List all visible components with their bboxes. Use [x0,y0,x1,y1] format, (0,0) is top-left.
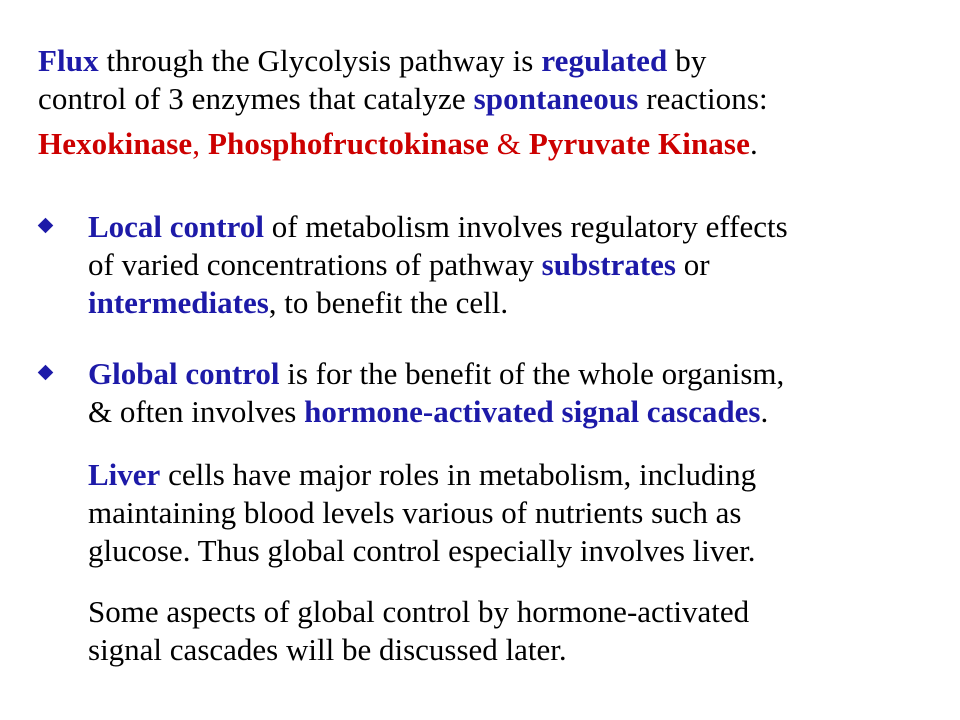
paragraph-discussed-later [88,593,938,669]
intro-line-1 [38,42,918,80]
bullet-local-line-2-text: of varied concentrations of pathway [88,247,542,282]
paragraph-liver-line-1 [88,456,938,494]
paragraph-later-line-2: signal cascades will be discussed later. [88,632,567,667]
bullet-local-control [38,208,938,322]
enzyme-list [38,125,918,163]
term-regulated: regulated [541,43,668,78]
diamond-bullet-icon [38,218,54,234]
intro-line-2-text: control of 3 enzymes that catalyze [38,81,474,116]
term-liver: Liver [88,457,161,492]
bullet-local-line-3 [88,284,938,322]
enzyme-pyruvate-kinase: Pyruvate Kinase [528,126,750,161]
intro-line-1-end: by [667,43,707,78]
paragraph-liver-line-3: glucose. Thus global control especially involves liver. [88,533,756,568]
term-hormone-activated-signal-cascades: hormone-activated signal cascades [304,394,761,429]
intro-line-2-end: reactions: [638,81,768,116]
term-local-control: Local control [88,209,264,244]
paragraph-liver [88,456,938,570]
diamond-bullet-icon [38,365,54,381]
term-spontaneous: spontaneous [473,81,639,116]
bullet-global-line-2 [88,393,938,431]
bullet-local-control-text [88,208,938,322]
term-substrates: substrates [541,247,676,282]
bullet-global-line-1 [88,355,938,393]
intro-line-2 [38,80,918,118]
paragraph-later-line-1: Some aspects of global control by hormone-activated [88,594,750,629]
bullet-local-line-1-text: of metabolism involves regulatory effects [263,209,788,244]
term-intermediates: intermediates [88,285,269,320]
bullet-local-line-2-end: or [675,247,710,282]
intro-line-1-text: through the Glycolysis pathway is [98,43,542,78]
enzyme-phosphofructokinase: Phosphofructokinase [208,126,489,161]
bullet-global-control-text [88,355,938,431]
term-flux: Flux [38,43,99,78]
enzyme-separator-2: & [488,126,529,161]
enzyme-separator-1: , [192,126,208,161]
enzyme-list-period: . [749,126,758,161]
paragraph-liver-line-2: maintaining blood levels various of nutrients such as [88,495,742,530]
bullet-global-line-2-end: . [760,394,769,429]
bullet-local-line-3-text: , to benefit the cell. [268,285,509,320]
term-global-control: Global control [88,356,280,391]
enzyme-hexokinase: Hexokinase [38,126,193,161]
bullet-local-line-2 [88,246,938,284]
intro-text-block [38,42,918,163]
bullet-global-line-2-text: & often involves [88,394,305,429]
bullet-local-line-1 [88,208,938,246]
bullet-global-control [38,355,938,431]
paragraph-liver-line-1-text: cells have major roles in metabolism, including [160,457,757,492]
bullet-global-line-1-text: is for the benefit of the whole organism, [279,356,785,391]
